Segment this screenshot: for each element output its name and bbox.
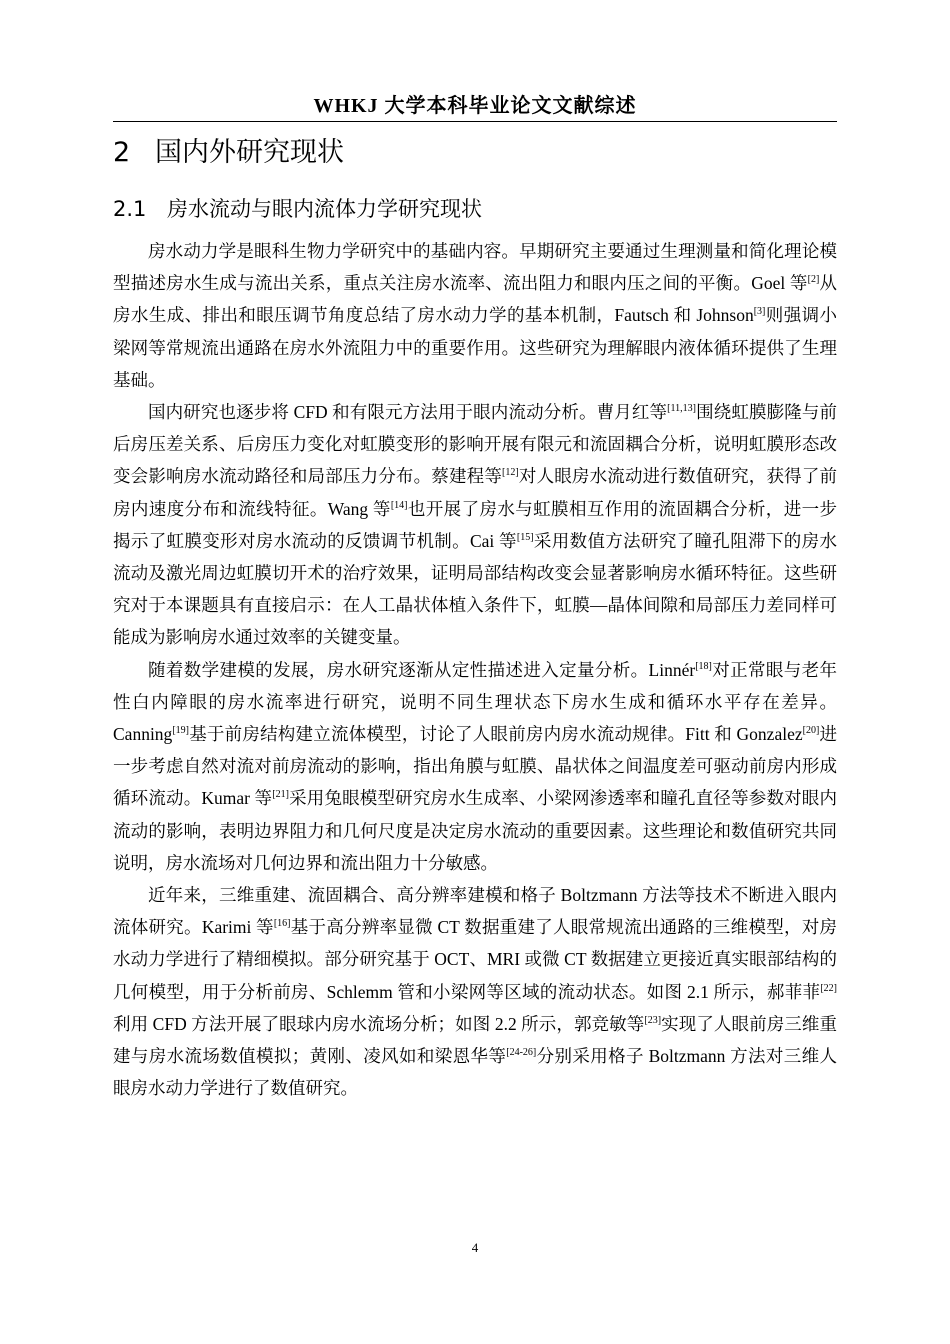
body-text (113, 235, 837, 1104)
citation-ref: [19] (172, 725, 189, 737)
page-number: 4 (471, 1240, 479, 1255)
paragraph-text: 国内研究也逐步将 CFD 和有限元方法用于眼内流动分析。曹月红等 (148, 402, 668, 423)
citation-ref: [2] (807, 274, 820, 286)
paragraph (113, 879, 837, 1104)
section-number: 2 (113, 137, 131, 168)
citation-ref: [14] (390, 499, 408, 511)
paragraph (113, 235, 837, 396)
paragraph (113, 396, 837, 654)
subsection-title: 房水流动与眼内流体力学研究现状 (167, 197, 482, 221)
paragraph-text: 实现了人眼前房三维重建与房水流场数值模拟；黄刚、凌风如和梁恩华等 (113, 1013, 838, 1067)
paragraph-text: 从房水生成、排出和眼压调节角度总结了房水动力学的基本机制，Fautsch 和 Johnson (113, 273, 838, 326)
section-heading (113, 134, 837, 172)
paragraph-text: 对正常眼与老年性白内障眼的房水流率进行研究，说明不同生理状态下房水生成和循环水平存在差异。Canning (113, 659, 837, 745)
paragraph-text: 基于高分辨率显微 CT 数据重建了人眼常规流出通路的三维模型，对房水动力学进行了精细模拟。部分研究基于 OCT、MRI 或微 CT 数据建立更接近真实眼部结构的几何模型，用于分析前房、Schlemm 管和小梁网等区域的流动状态。如图 2.1 所示，郝菲菲 (113, 917, 837, 1002)
paragraph-text: 基于前房结构建立流体模型，讨论了人眼前房内房水流动规律。Fitt 和 Gonzalez (188, 724, 803, 745)
paragraph-text: 分别采用格子 Boltzmann 方法对三维人眼房水动力学进行了数值研究。 (113, 1046, 838, 1099)
citation-ref: [22] (820, 982, 837, 994)
citation-ref: [21] (272, 789, 289, 801)
paragraph-text: 采用兔眼模型研究房水生成率、小梁网渗透率和瞳孔直径等参数对眼内流动的影响，表明边界阻力和几何尺度是决定房水流动的重要因素。这些理论和数值研究共同说明，房水流场对几何边界和流出阻力十分敏感。 (113, 788, 837, 873)
paragraph-text: 房水动力学是眼科生物力学研究中的基础内容。早期研究主要通过生理测量和简化理论模型描述房水生成与流出关系，重点关注房水流率、流出阻力和眼内压之间的平衡。Goel 等 (113, 241, 837, 294)
running-header: WHKJ 大学本科毕业论文文献综述 (313, 95, 637, 117)
citation-ref: [12] (502, 467, 519, 479)
citation-ref: [20] (802, 725, 820, 737)
paragraph-text: 对人眼房水流动进行数值研究，获得了前房内速度分布和流线特征。Wang 等 (113, 466, 837, 519)
citation-ref: [15] (516, 532, 534, 543)
paragraph-text: 近年来，三维重建、流固耦合、高分辨率建模和格子 Boltzmann 方法等技术不断进入眼内流体研究。Karimi 等 (113, 885, 837, 938)
citation-ref: [11,13] (667, 403, 696, 415)
citation-ref: [23] (644, 1015, 662, 1027)
paragraph-text: 则强调小梁网等常规流出通路在房水外流阻力中的重要作用。这些研究为理解眼内液体循环提供了生理基础。 (113, 305, 838, 390)
paragraph-text: 围绕虹膜膨隆与前后房压差关系、后房压力变化对虹膜变形的影响开展有限元和流固耦合分析，说明虹膜形态改变会影响房水流动路径和局部压力分布。蔡建程等 (113, 402, 837, 487)
paragraph (113, 654, 837, 879)
paragraph-text: 也开展了房水与虹膜相互作用的流固耦合分析，进一步揭示了虹膜变形对房水流动的反馈调节机制。Cai 等 (113, 498, 837, 551)
section-title: 国内外研究现状 (155, 137, 344, 168)
paragraph-text: 采用数值方法研究了瞳孔阻滞下的房水流动及激光周边虹膜切开术的治疗效果，证明局部结构改变会显著影响房水循环特征。这些研究对于本课题具有直接启示：在人工晶状体植入条件下，虹膜—晶体间隙和局部压力差同样可能成为影响房水通过效率的关键变量。 (113, 530, 837, 648)
paragraph-text: 利用 CFD 方法开展了眼球内房水流场分析；如图 2.2 所示，郭竞敏等 (113, 1013, 645, 1034)
subsection-heading (113, 193, 837, 225)
subsection-number: 2.1 (113, 197, 147, 221)
citation-ref: [18] (695, 660, 712, 672)
paragraph-text: 随着数学建模的发展，房水研究逐渐从定性描述进入定量分析。Linnér (148, 659, 696, 680)
citation-ref: [16] (273, 918, 291, 930)
paragraph-text: 进一步考虑自然对流对前房流动的影响，指出角膜与虹膜、晶状体之间温度差可驱动前房内形成循环流动。Kumar 等 (113, 724, 837, 809)
citation-ref: [3] (753, 306, 766, 318)
citation-ref: [24-26] (506, 1047, 537, 1059)
header-divider (113, 121, 837, 122)
